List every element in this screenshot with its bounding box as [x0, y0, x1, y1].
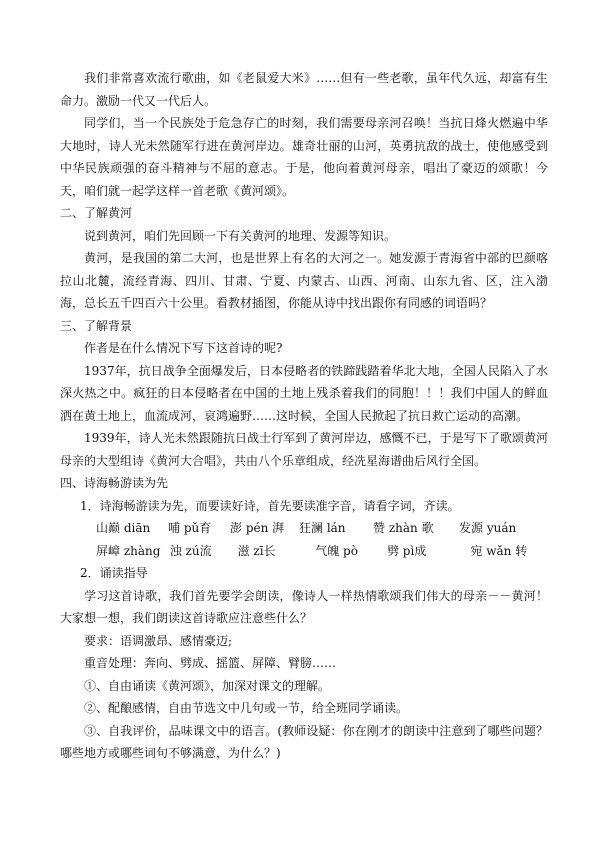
- body-paragraph: ①、自由诵读《黄河颂》，加深对课文的理解。: [84, 678, 331, 693]
- vocab-word: 发源 yuán: [459, 521, 517, 535]
- vocab-word: 气魄 pò: [315, 543, 358, 558]
- vocab-word: 劈 pì成: [386, 543, 427, 558]
- body-paragraph: 黄河，是我国的第二大河，也是世界上有名的大河之一。她发源于青海省中部的巴颜喀拉山北麓，流经青海、四川、甘肃、宁夏、内蒙古、山西、河南、山东九省、区，注入渤海，总长五千四百六十公里。看教材插图，你能从诗中找出跟你有同感的词语吗？: [60, 251, 548, 310]
- vocab-row: [60, 517, 548, 540]
- vocab-word: 赞 zhàn 歌: [373, 521, 434, 535]
- body-paragraph: 1937年，抗日战争全面爆发后，日本侵略者的铁蹄践踏着华北大地，全国人民陷入了水深火热之中。疯狂的日本侵略者在中国的土地上残杀着我们的同胞！！！我们中国人的鲜血洒在黄土地上，血流成河，哀鸿遍野……这时候，全国人民掀起了抗日救亡运动的高潮。: [60, 363, 548, 423]
- intro-paragraph: 我们非常喜欢流行歌曲，如《老鼠爱大米》……但有一些老歌，虽年代久远，却富有生命力。激励一代又一代后人。: [60, 71, 548, 108]
- body-paragraph: 1939年，诗人光未然跟随抗日战士行军到了黄河岸边，感慨不已，于是写下了歌颂黄河母亲的大型组诗《黄河大合唱》，共由八个乐章组成，经冼星海谱曲后风行全国。: [60, 431, 548, 468]
- body-paragraph: 要求：语调激昂、感情豪迈;: [84, 633, 233, 648]
- list-item-recitation: 2．诵读指导: [80, 566, 148, 580]
- document-body: [60, 67, 548, 765]
- section-heading-background: 三、了解背景: [60, 318, 133, 333]
- body-paragraph: 说到黄河，咱们先回顾一下有关黄河的地理、发源等知识。: [84, 228, 397, 243]
- vocab-word: 澎 pén 湃: [230, 521, 285, 535]
- body-paragraph: ③、自我评价，品味课文中的语言。(教师设疑：你在刚才的朗读中注意到了哪些问题？哪些地方或哪些词句不够满意，为什么？): [60, 723, 548, 760]
- intro-paragraph: 同学们，当一个民族处于危急存亡的时刻，我们需要母亲河召唤！当抗日烽火燃遍中华大地时，诗人光未然随军行进在黄河岸边。雄奇壮丽的山河，英勇抗敌的战士，使他感受到中华民族顽强的奋斗精神与不屈的意志。于是，他向着黄河母亲，唱出了豪迈的颂歌！今天，咱们就一起学这样一首老歌《黄河颂》。: [60, 116, 548, 198]
- vocab-word: 宛 wǎn 转: [470, 543, 528, 558]
- vocab-word: 滋 zī长: [237, 543, 276, 558]
- vocab-word: 狂澜 lán: [299, 521, 346, 535]
- section-heading-yellow-river: 二、了解黄河: [60, 206, 133, 220]
- list-item-reading: 1．诗海畅游读为先，而要读好诗，首先要读准字音，请看字词，齐读。: [80, 498, 460, 513]
- body-paragraph: 学习这首诗歌，我们首先要学会朗读，像诗人一样热情歌颂我们伟大的母亲－－黄河！大家想一想，我们朗读这首诗歌应注意些什么？: [60, 588, 548, 625]
- vocab-word: 山巅 diān: [96, 521, 151, 535]
- section-heading-reading: 四、诗海畅游读为先: [60, 476, 169, 490]
- body-paragraph: 作者是在什么情况下写下这首诗的呢?: [84, 341, 283, 355]
- vocab-word: 屏嶂 zhàng: [96, 543, 161, 558]
- vocab-row: [60, 540, 548, 563]
- vocab-word: 浊 zú流: [169, 543, 212, 558]
- body-paragraph: ②、配酿感情，自由节选文中几句或一节，给全班同学诵读。: [84, 701, 409, 715]
- vocab-word: 哺 pǔ育: [168, 521, 212, 535]
- body-paragraph: 重音处理：奔向、劈成、摇篮、屏障、臂膀……: [84, 656, 337, 670]
